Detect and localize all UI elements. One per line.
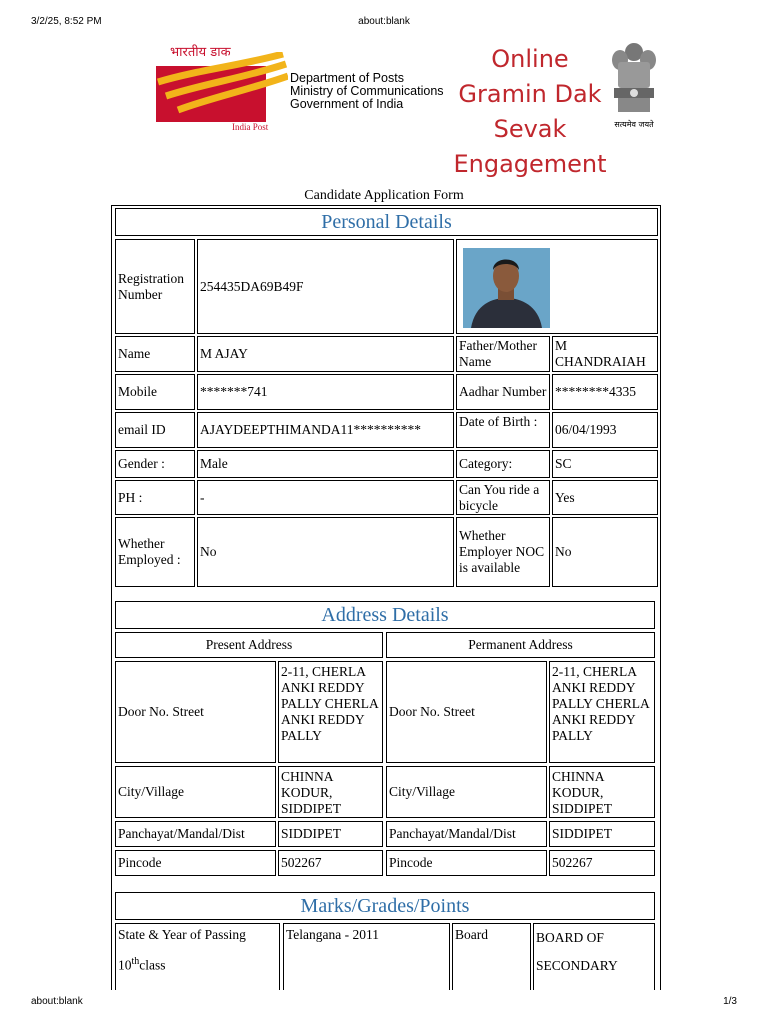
permanent-pin-value: 502267	[549, 850, 655, 876]
present-pin-value: 502267	[278, 850, 383, 876]
board-label: Board	[452, 923, 531, 990]
permanent-city-label: City/Village	[386, 766, 547, 818]
ph-value: -	[197, 480, 454, 515]
national-emblem	[606, 40, 662, 130]
form-title: Candidate Application Form	[304, 188, 464, 203]
print-datetime: 3/2/25, 8:52 PM	[31, 16, 102, 27]
state-year-label-cell	[115, 923, 280, 990]
present-dist-label: Panchayat/Mandal/Dist	[115, 821, 276, 847]
noc-value: No	[552, 517, 658, 587]
emblem-motto: सत्यमेव जयते	[614, 120, 654, 129]
title-line-3: Sevak	[493, 115, 567, 143]
employed-label: Whether Employed :	[115, 517, 195, 587]
class-number: 10	[118, 957, 132, 973]
gender-value: Male	[197, 450, 454, 478]
india-post-caption: India Post	[232, 122, 269, 132]
reg-value: 254435DA69B49F	[197, 239, 454, 334]
permanent-door-value: 2-11, CHERLA ANKI REDDY PALLY CHERLA ANKI REDDY PALLY	[549, 661, 655, 763]
present-city-value: CHINNA KODUR, SIDDIPET	[278, 766, 383, 818]
department-name: Department of Posts	[290, 71, 404, 85]
permanent-dist-label: Panchayat/Mandal/Dist	[386, 821, 547, 847]
india-post-logo-icon	[148, 52, 288, 126]
aadhar-value: ********4335	[552, 374, 658, 410]
father-label: Father/Mother Name	[456, 336, 550, 372]
print-title: about:blank	[358, 16, 410, 27]
bicycle-value: Yes	[552, 480, 658, 515]
class-label	[118, 953, 277, 974]
permanent-pin-label: Pincode	[386, 850, 547, 876]
address-details-heading: Address Details	[115, 601, 655, 629]
class-superscript: th	[131, 956, 140, 967]
ministry-name: Ministry of Communications	[290, 84, 444, 98]
employed-value: No	[197, 517, 454, 587]
board-value: BOARD OF SECONDARY	[533, 923, 655, 990]
page-title	[440, 42, 620, 182]
permanent-dist-value: SIDDIPET	[549, 821, 655, 847]
mobile-label: Mobile	[115, 374, 195, 410]
email-label: email ID	[115, 412, 195, 448]
personal-details-heading: Personal Details	[115, 208, 658, 236]
india-post-hindi: भारतीय डाक	[170, 45, 231, 60]
present-door-label: Door No. Street	[115, 661, 276, 763]
title-line-4: Engagement	[453, 150, 607, 178]
title-line-1: Online	[491, 45, 569, 73]
candidate-portrait-icon	[463, 248, 550, 328]
category-label: Category:	[456, 450, 550, 478]
noc-label: Whether Employer NOC is available	[456, 517, 550, 587]
state-year-value: Telangana - 2011	[283, 923, 450, 990]
permanent-door-label: Door No. Street	[386, 661, 547, 763]
print-footer-url: about:blank	[31, 996, 83, 1007]
name-label: Name	[115, 336, 195, 372]
name-value: M AJAY	[197, 336, 454, 372]
ashoka-emblem-icon	[606, 40, 662, 116]
dob-label: Date of Birth :	[456, 412, 550, 448]
candidate-photo	[463, 248, 550, 328]
permanent-city-value: CHINNA KODUR, SIDDIPET	[549, 766, 655, 818]
father-value: M CHANDRAIAH	[552, 336, 658, 372]
present-dist-value: SIDDIPET	[278, 821, 383, 847]
present-pin-label: Pincode	[115, 850, 276, 876]
present-city-label: City/Village	[115, 766, 276, 818]
india-post-logo	[148, 42, 288, 134]
present-door-value: 2-11, CHERLA ANKI REDDY PALLY CHERLA ANKI REDDY PALLY	[278, 661, 383, 763]
mobile-value: *******741	[197, 374, 454, 410]
category-value: SC	[552, 450, 658, 478]
print-page-count: 1/3	[723, 996, 737, 1007]
dob-value: 06/04/1993	[552, 412, 658, 448]
title-line-2: Gramin Dak	[458, 80, 602, 108]
government-name: Government of India	[290, 97, 404, 111]
ph-label: PH :	[115, 480, 195, 515]
email-value: AJAYDEEPTHIMANDA11**********	[197, 412, 454, 448]
permanent-address-heading: Permanent Address	[386, 632, 655, 658]
state-year-label: State & Year of Passing	[118, 927, 246, 942]
marks-heading: Marks/Grades/Points	[115, 892, 655, 920]
photo-cell	[456, 239, 658, 334]
aadhar-label: Aadhar Number	[456, 374, 550, 410]
reg-label: Registration Number	[115, 239, 195, 334]
present-address-heading: Present Address	[115, 632, 383, 658]
class-suffix: class	[139, 957, 166, 973]
gender-label: Gender :	[115, 450, 195, 478]
bicycle-label: Can You ride a bicycle	[456, 480, 550, 515]
